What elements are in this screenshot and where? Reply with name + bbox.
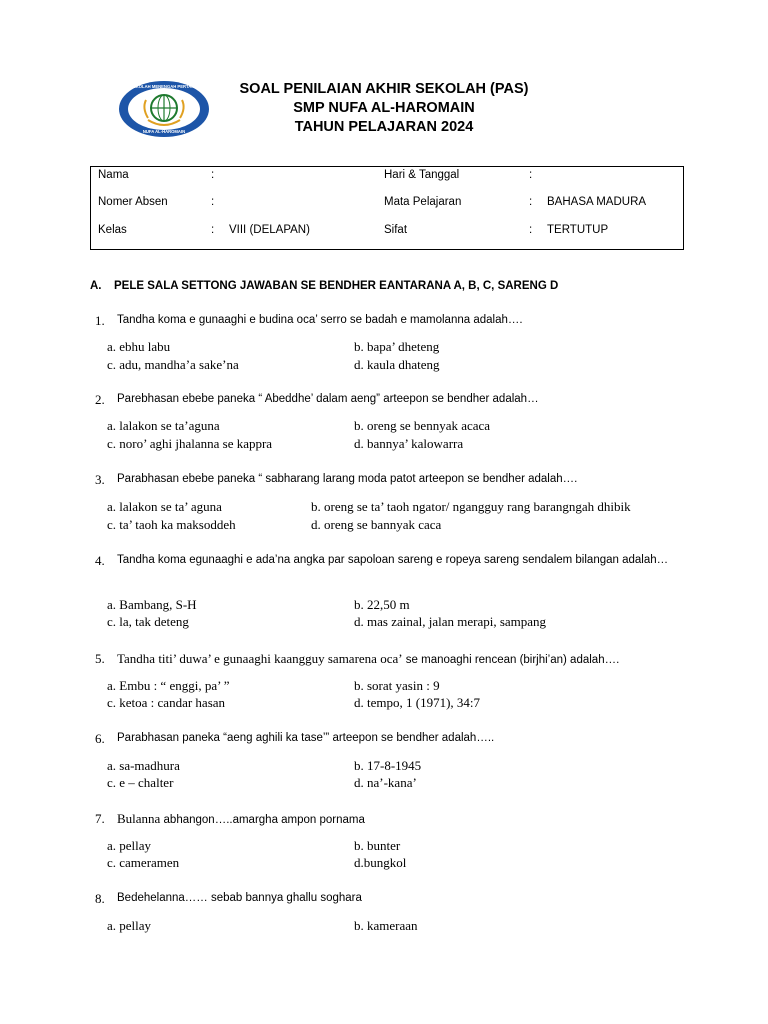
q2-option-c[interactable]: c. noro’ aghi jhalanna se kappra [107,436,273,451]
header-line-2: SMP NUFA AL-HAROMAIN [293,100,475,116]
logo-text-bottom: NUFA AL-HAROMAIN [142,129,186,134]
question-8 [95,889,685,908]
q7-option-a[interactable]: a. pellay [107,838,152,853]
question-number: 8. [95,891,105,906]
q6-option-b[interactable]: b. 17-8-1945 [354,758,422,773]
question-text: Bedehelanna…… sebab bannya ghallu soghara [117,892,362,904]
q3-option-c[interactable]: c. ta’ taoh ka maksoddeh [107,517,236,532]
question-4 [95,551,685,570]
q3-option-d[interactable]: d. oreng se bannyak caca [311,517,442,532]
q5-option-c[interactable]: c. ketoa : candar hasan [107,695,226,710]
question-number: 6. [95,731,105,746]
q4-option-d[interactable]: d. mas zainal, jalan merapi, sampang [354,614,547,629]
absen-colon: : [211,196,215,208]
q1-option-b[interactable]: b. bapa’ dheteng [354,339,440,354]
q2-option-d[interactable]: d. bannya’ kalowarra [354,436,464,451]
q5-option-a[interactable]: a. Embu : “ enggi, pa’ ” [107,678,230,693]
header-line-1: SOAL PENILAIAN AKHIR SEKOLAH (PAS) [239,81,529,97]
mapel-colon: : [529,196,533,208]
q8-option-a[interactable]: a. pellay [107,918,152,933]
q1-option-d[interactable]: d. kaula dhateng [354,357,440,372]
question-number: 3. [95,472,105,487]
mapel-value: BAHASA MADURA [547,196,647,208]
q5-option-d[interactable]: d. tempo, 1 (1971), 34:7 [354,695,481,710]
q4-option-a[interactable]: a. Bambang, S-H [107,597,197,612]
question-text: se manoaghi rencean (birjhi’an) adalah…. [402,654,620,666]
question-text-wrapper [117,649,685,670]
q6-option-a[interactable]: a. sa-madhura [107,758,180,773]
question-text: Tandha koma e gunaaghi e budina oca’ serro se badah e mamolanna adalah…. [117,314,523,326]
q1-option-c[interactable]: c. adu, mandha’a sake’na [107,357,239,372]
exam-header [200,80,568,137]
question-7 [95,809,685,830]
q6-option-d[interactable]: d. na’-kana’ [354,775,417,790]
sifat-value: TERTUTUP [547,224,609,236]
nama-label: Nama [98,169,129,181]
kelas-colon: : [211,224,215,236]
header-line-3: TAHUN PELAJARAN 2024 [294,119,474,135]
q2-option-b[interactable]: b. oreng se bennyak acaca [354,418,491,433]
question-1 [95,311,685,330]
nama-colon: : [211,169,215,181]
mapel-label: Mata Pelajaran [384,196,462,208]
q3-option-b[interactable]: b. oreng se ta’ taoh ngator/ ngangguy rang barangngah dhibik [311,499,631,514]
question-6 [95,729,685,748]
section-instruction: PELE SALA SETTONG JAWABAN SE BENDHER EANTARANA A, B, C, SARENG D [114,280,559,292]
question-number: 5. [95,651,105,666]
question-3 [95,470,685,489]
question-number: 4. [95,553,105,568]
kelas-label: Kelas [98,224,127,236]
school-logo [118,80,210,138]
absen-label: Nomer Absen [98,196,168,208]
hari-label: Hari & Tanggal [384,169,460,181]
section-letter: A. [90,280,102,292]
q7-option-c[interactable]: c. cameramen [107,855,180,870]
q4-option-c[interactable]: c. la, tak deteng [107,614,189,629]
question-number: 2. [95,392,105,407]
question-text: Parabhasan paneka “aeng aghili ka tase’” arteepon se bendher adalah….. [117,732,495,744]
question-text: abhangon…..amargha ampon pornama [160,814,365,826]
question-text-serif: Bulanna [117,811,161,826]
question-5 [95,649,685,670]
question-number: 7. [95,811,105,826]
logo-text-top: SEKOLAH MENENGAH PERTAMA [130,84,198,89]
kelas-value: VIII (DELAPAN) [229,224,310,236]
q8-option-b[interactable]: b. kameraan [354,918,418,933]
question-text: Parebhasan ebebe paneka “ Abeddhe’ dalam aeng” arteepon se bendher adalah… [117,393,539,405]
question-2 [95,390,685,409]
question-text: Parabhasan ebebe paneka “ sabharang larang moda patot arteepon se bendher adalah…. [117,473,578,485]
question-number: 1. [95,313,105,328]
question-text-serif: Tandha titi’ duwa’ e gunaaghi kaangguy samarena oca’ [117,651,403,666]
question-text-wrapper [117,809,685,830]
q5-option-b[interactable]: b. sorat yasin : 9 [354,678,440,693]
question-text: Tandha koma egunaaghi e ada’na angka par sapoloan sareng e ropeya sareng sendalem bilangan adalah… [117,554,669,566]
q7-option-d[interactable]: d.bungkol [354,855,407,870]
q2-option-a[interactable]: a. lalakon se ta’aguna [107,418,220,433]
q4-option-b[interactable]: b. 22,50 m [354,597,410,612]
q7-option-b[interactable]: b. bunter [354,838,401,853]
hari-colon: : [529,169,533,181]
sifat-label: Sifat [384,224,408,236]
section-a-heading [90,280,558,292]
q3-option-a[interactable]: a. lalakon se ta’ aguna [107,499,222,514]
q1-option-a[interactable]: a. ebhu labu [107,339,171,354]
sifat-colon: : [529,224,533,236]
student-info-box [90,166,684,250]
q6-option-c[interactable]: c. e – chalter [107,775,174,790]
